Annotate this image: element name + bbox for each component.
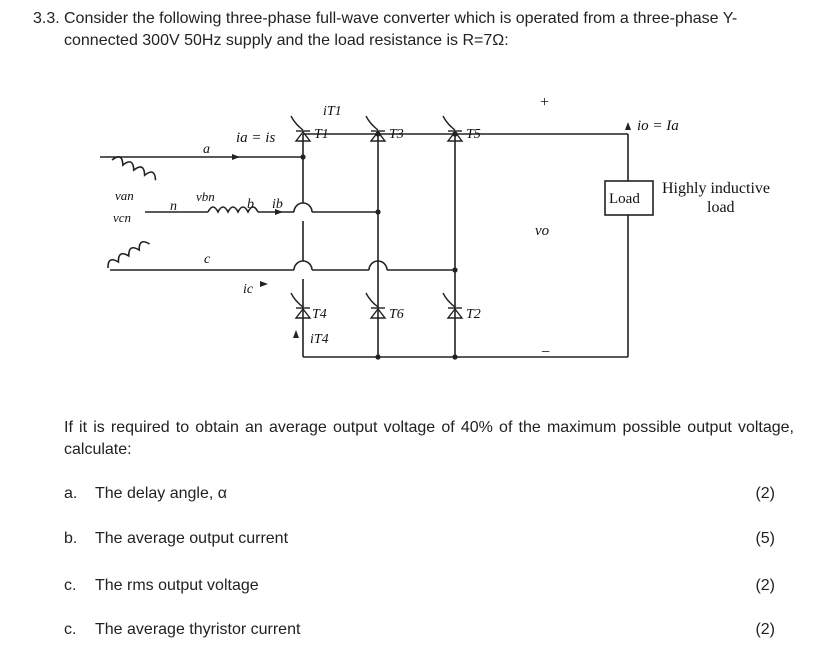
label-vcn: vcn [113, 210, 132, 225]
question-number: 3.3. [33, 10, 60, 27]
part-letter: c. [64, 621, 77, 638]
label-van: van [115, 188, 134, 203]
part-d [64, 619, 784, 641]
label-ib: ib [272, 197, 283, 212]
label-load: Load [609, 191, 640, 207]
label-iT1: iT1 [323, 104, 342, 119]
label-vo: vo [535, 223, 550, 239]
label-T6: T6 [389, 307, 404, 322]
part-marks: (2) [755, 485, 775, 502]
label-plus: + [540, 94, 550, 111]
label-T3: T3 [389, 127, 404, 142]
label-T5: T5 [466, 127, 481, 142]
label-highly-inductive: Highly inductive [662, 180, 770, 197]
part-marks: (2) [755, 621, 775, 638]
part-text: The delay angle, α [95, 485, 227, 502]
label-iT4: iT4 [310, 332, 329, 347]
label-ic: ic [243, 282, 254, 297]
part-marks: (5) [755, 530, 775, 547]
part-text: The rms output voltage [95, 577, 259, 594]
label-c: c [204, 252, 211, 267]
question-text: Consider the following three-phase full-wave converter which is operated from a three-phase Y-connected 300V 50Hz supply and the load resistance is R=7Ω: [64, 10, 738, 49]
part-letter: b. [64, 530, 78, 547]
part-a [64, 483, 784, 505]
part-text: The average thyristor current [95, 621, 301, 638]
label-minus: − [541, 344, 551, 361]
three-phase-converter-diagram [0, 80, 829, 380]
label-b: b [247, 197, 254, 212]
part-b [64, 528, 784, 550]
label-load-2: load [707, 199, 735, 216]
label-n: n [170, 199, 177, 214]
part-text: The average output current [95, 530, 289, 547]
part-letter: c. [64, 577, 77, 594]
label-a: a [203, 142, 210, 157]
question-condition: If it is required to obtain an average output voltage of 40% of the maximum possible output voltage, calculate: [64, 419, 794, 458]
part-c [64, 575, 784, 597]
part-marks: (2) [755, 577, 775, 594]
label-io-Ia: io = Ia [637, 118, 679, 134]
label-ia-is: ia = is [236, 130, 276, 146]
label-T2: T2 [466, 307, 481, 322]
label-T1: T1 [314, 127, 329, 142]
label-vbn: vbn [196, 189, 215, 204]
part-letter: a. [64, 485, 78, 502]
label-T4: T4 [312, 307, 327, 322]
